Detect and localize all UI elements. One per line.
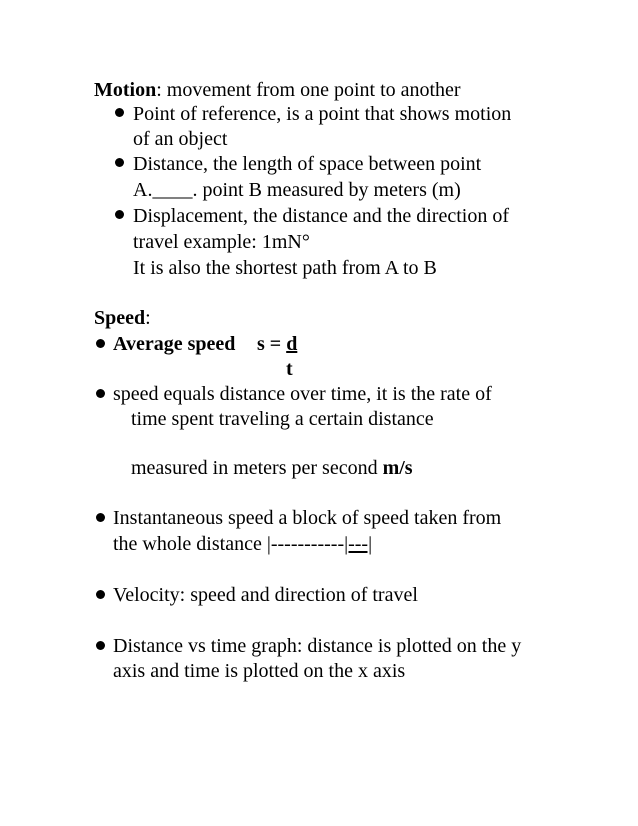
velocity-line: Velocity: speed and direction of travel <box>113 584 418 606</box>
displacement-line-3: It is also the shortest path from A to B <box>133 257 437 279</box>
speed-units-text: measured in meters per second <box>131 457 383 479</box>
instantaneous-text: the whole distance <box>113 533 267 555</box>
speed-formula <box>257 332 297 356</box>
motion-definition: : movement from one point to another <box>156 79 461 101</box>
distance-line-1: Distance, the length of space between point <box>133 153 482 175</box>
motion-term: Motion <box>94 79 157 101</box>
distance-point-a: A. <box>133 179 153 201</box>
formula-denominator-text: t <box>286 358 293 380</box>
speed-term: Speed <box>94 307 146 329</box>
bullet-icon <box>115 158 124 167</box>
speed-explanation-line-2: time spent traveling a certain distance <box>131 408 434 430</box>
average-speed-text: Average speed <box>113 333 236 355</box>
bullet-icon <box>96 513 105 522</box>
reference-line-1: Point of reference, is a point that shows motion <box>133 103 512 125</box>
reference-line-2: of an object <box>133 128 228 150</box>
speed-heading <box>94 306 151 330</box>
graph-line-1: Distance vs time graph: distance is plotted on the y <box>113 635 522 657</box>
formula-numerator: d <box>286 333 298 355</box>
displacement-line-1: Displacement, the distance and the direction of <box>133 205 509 227</box>
bullet-icon <box>115 210 124 219</box>
distance-rest: . point B measured by meters (m) <box>192 179 461 201</box>
instantaneous-bar-a: |----------- <box>266 533 345 555</box>
speed-colon: : <box>145 307 151 329</box>
bullet-icon <box>115 108 124 117</box>
graph-line-2: axis and time is plotted on the x axis <box>113 660 406 682</box>
instantaneous-line-2 <box>113 532 372 556</box>
instantaneous-line-1: Instantaneous speed a block of speed taken from <box>113 507 502 529</box>
bullet-icon <box>96 389 105 398</box>
average-speed-label <box>113 332 235 356</box>
displacement-line-2: travel example: 1mN° <box>133 231 310 253</box>
bullet-icon <box>96 641 105 650</box>
speed-units-value: m/s <box>382 457 413 479</box>
formula-denominator <box>286 357 293 381</box>
bullet-icon <box>96 590 105 599</box>
bullet-icon <box>96 339 105 348</box>
speed-units-line <box>131 456 413 480</box>
distance-blank: ____ <box>152 179 193 201</box>
distance-line-2 <box>133 178 461 202</box>
motion-heading <box>94 78 461 102</box>
instantaneous-bar-b: |---| <box>344 533 373 555</box>
speed-explanation-line-1: speed equals distance over time, it is the rate of <box>113 383 492 405</box>
formula-lhs: s = <box>257 333 287 355</box>
